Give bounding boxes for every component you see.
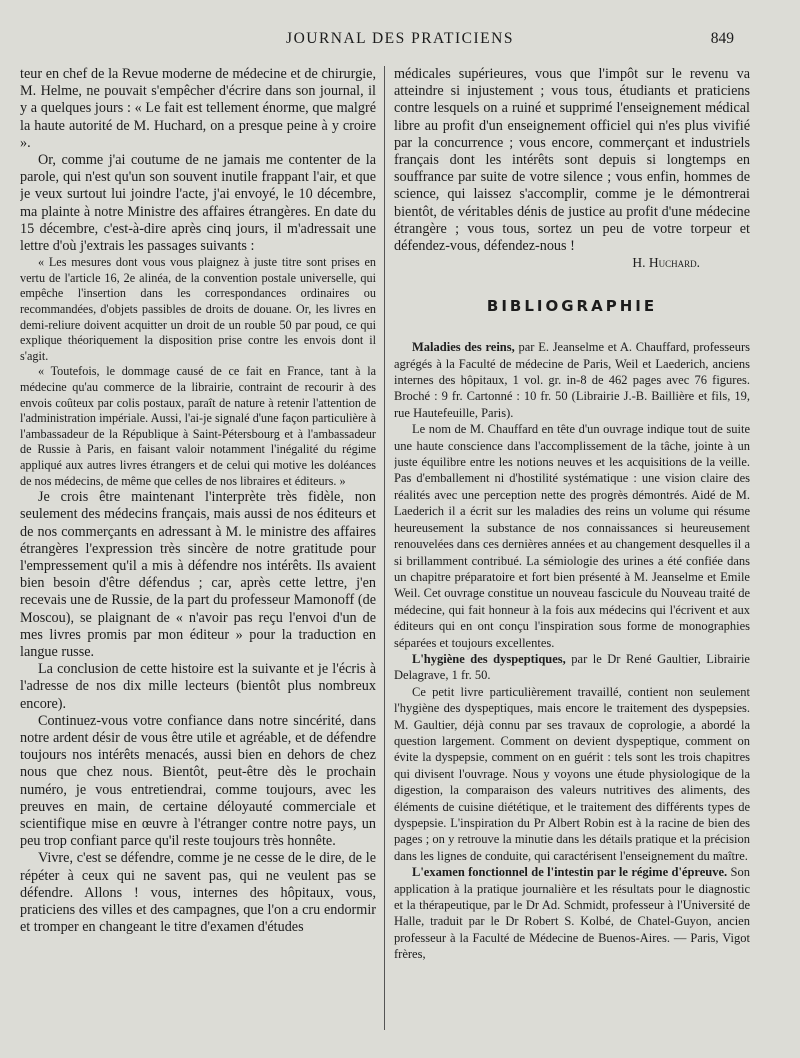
bibliography-entry <box>394 651 750 684</box>
column-divider <box>384 66 385 1030</box>
paragraph: La conclusion de cette histoire est la suivante et je l'écris à l'adresse de nos dix mille lecteurs (bientôt plus nombreux encore). <box>20 661 376 712</box>
entry-review: Ce petit livre particulièrement travaillé, contient non seulement l'hygiène des dyspeptiques, mais encore le traitement des dyspepsies. M. Gaultier, déjà connu par ses travaux de coprologie, a abordé la question largement. Comment on devient dyspeptique, comment on évite la dyspepsie, comment on en guérit : tels sont les trois chapitres qui divisent l'ouvrage. Nous y voyons une étude physiologique de la digestion, la comparaison des valeurs nutritives des aliments, des éléments de cuisine diététique, et le traitement des différents types de dyspepsie. L'inspiration du Pr Albert Robin est à la racine de bien des pages ; on y retrouve la minutie dans les détails pratique et la précision dans les lignes de conduite, qui caractérisent l'enseignement du maître. <box>394 684 750 863</box>
page-number: 849 <box>710 30 734 47</box>
paragraph: Or, comme j'ai coutume de ne jamais me contenter de la parole, qui n'est qu'un son souvent inutile frappant l'air, et que je veux surtout lui joindre l'acte, j'ai envoyé, le 10 décembre, ma plainte à notre Ministre des affaires étrangères. En date du 15 décembre, c'est-à-dire après cinq jours, il m'adressait une lettre d'où j'extrais les passages suivants : <box>20 152 376 255</box>
paragraph: teur en chef de la Revue moderne de médecine et de chirurgie, M. Helme, ne pouvait s'empêcher d'écrire dans son journal, il y a quelques jours : « Le fait est tellement énorme, que malgré la haute autorité de M. Huchard, on a presque peine à y croire ». <box>20 66 376 151</box>
entry-title: Maladies des reins, <box>412 340 515 355</box>
right-column <box>394 66 750 1046</box>
paragraph: Continuez-vous votre confiance dans notre sincérité, dans notre ardent désir de vous être utile et agréable, et de défendre toujours nos intérêts menacés, aussi bien en dehors de chez nous que chez nous. Bientôt, peut-être dès le prochain numéro, je vous entretiendrai, comme toujours, avec les preuves en main, de certaine déloyauté commerciale et scientifique mise en œuvre à l'étranger contre notre pays, un peu trop confiant parce qu'il reste toujours très honnête. <box>20 712 376 850</box>
quoted-letter-paragraph: « Les mesures dont vous vous plaignez à juste titre sont prises en vertu de l'article 16, 2e alinéa, de la convention postale universelle, qui empêche l'insertion dans les correspondances ordinaires ou recommandées, d'objets passibles de droits de douane. Or, les livres en demi-reliure doivent acquitter un droit de un rouble 50 par poud, ce qui explique théoriquement la disposition prise contre les envois dont il s'agit. <box>20 255 376 363</box>
bibliography-entry <box>394 864 750 962</box>
quoted-letter-paragraph: « Toutefois, le dommage causé de ce fait en France, tant à la médecine qu'au commerce de la librairie, contraint de recourir à des envois coûteux par colis postaux, paraît de nature à retenir l'attention de l'administration impériale. Aussi, l'ai-je signalé d'une façon particulière à l'ambassadeur de la République à Saint-Pétersbourg et à l'ambassadeur de Russie à Paris, en faisant valoir notamment l'inégalité du régime appliqué aux autres livres étrangers et de celui qui motive les doléances de nos médecins, de même que celles de nos libraires et éditeurs. » <box>20 364 376 488</box>
entry-reference: par le Dr René Gaultier, Librairie Delagrave, 1 fr. 50. <box>394 651 750 683</box>
page-header <box>18 30 782 52</box>
left-column <box>20 66 376 1046</box>
section-heading: BIBLIOGRAPHIE <box>486 297 658 316</box>
entry-reference: Son application à la pratique journalière et les résultats pour le diagnostic et la thérapeutique, par le Dr Ad. Schmidt, professeur à l'Université de Halle, traduit par le Dr Robert S. Kolbé, de Chatel-Guyon, ancien professeur à la Faculté de Médecine de Buenos-Aires. — Paris, Vigot frères, <box>394 865 750 962</box>
entry-title: L'hygiène des dyspeptiques, <box>412 651 566 666</box>
paragraph: Vivre, c'est se défendre, comme je ne cesse de le dire, de le répéter à ceux qui ne savent pas, qui ne veulent pas se défendre. Allons ! vous, internes des hôpitaux, vous, praticiens des villes et des campagnes, que l'on a cru endormir et tromper en changeant le titre d'examen d'études <box>20 850 376 936</box>
journal-title: JOURNAL DES PRATICIENS <box>286 30 514 47</box>
entry-review: Le nom de M. Chauffard en tête d'un ouvrage indique tout de suite une haute conscience dans l'accomplissement de la tâche, jointe à un juste équilibre entre les notions neuves et les acquisitions de la veille. Pas d'emballement ni d'hostilité systématique : une vision claire des réalités avec une perception nette des progrès démontrés. Aidé de M. Laederich il a écrit sur les maladies des reins un volume qui résume heureusement la substance de nos connaissances si heureusement renouvelées dans ces dernières années et au changement desquelles il a si brillamment contribué. La sémiologie des urines a été confiée dans un chapitre préparatoire et fort bien présenté à M. Jeanselme et Emile Weil. Cet ouvrage constitue un nouveau fascicule du Nouveau traité de médecine, qui fait honneur à la fois aux médecins qui l'écrivent et aux éditeurs qui en ont conçu l'inspiration sous forme de monographies séparées et toujours excellentes. <box>394 422 750 650</box>
bibliography-entry <box>394 339 750 421</box>
entry-reference: par E. Jeanselme et A. Chauffard, professeurs agrégés à la Faculté de médecine de Paris, Weil et Laederich, anciens internes des hôpitaux, 1 vol. gr. in-8 de 462 pages avec 76 figures. Broché : 9 fr. Cartonné : 10 fr. 50 (Librairie J.-B. Baillière et fils, 19, rue Hautefeuille, Paris). <box>394 340 750 420</box>
paragraph: médicales supérieures, vous que l'impôt sur le revenu va atteindre si injustement ; vous tous, étudiants et praticiens contre lesquels on a ruiné et supprimé l'enseignement médical libre au profit d'un enseignement officiel qui n'es plus vivifié par la concurrence ; vous encore, commerçant et industriels français dont les intérêts sont depuis si longtemps en souffrance par suite de votre silence ; vous enfin, hommes de science, qui laissez s'accomplir, comme je le démontrerai bientôt, de véritables dénis de justice au profit d'une médecine étrangère ; vous tous, sortez un peu de votre torpeur et défendez-vous, défendez-nous ! <box>394 66 750 255</box>
author-signature: H. Huchard. <box>632 255 700 271</box>
entry-title: L'examen fonctionnel de l'intestin par le régime d'épreuve. <box>412 865 728 880</box>
paragraph: Je crois être maintenant l'interprète très fidèle, non seulement des médecins français, mais aussi de nos éditeurs et de nos commerçants en adressant à M. le ministre des affaires étrangères l'expression très sincère de notre gratitude pour l'empressement qu'il a mis à défendre nos intérêts. Ils avaient bien besoin d'être défendus ; car, après cette lettre, j'en recevais une de Russie, de la part du professeur Mamonoff (de Moscou), se plaignant de « n'avoir pas reçu l'envoi d'un de mes livres promis par mon éditeur » pour la traduction en langue russe. <box>20 489 376 660</box>
